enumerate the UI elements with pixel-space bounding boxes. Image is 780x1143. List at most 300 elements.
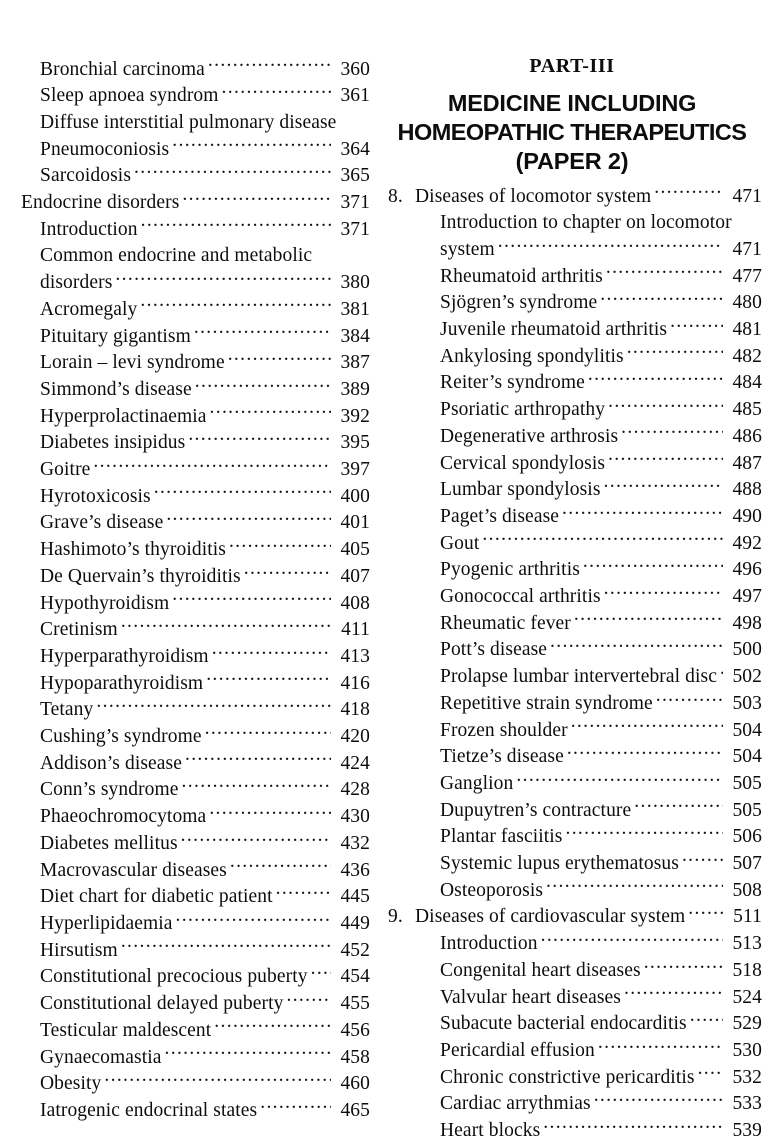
toc-entry[interactable] xyxy=(21,696,370,723)
toc-page-number: 424 xyxy=(340,752,370,774)
toc-entry-title: De Quervain’s thyroiditis xyxy=(40,565,241,587)
toc-entry-title: Cretinism xyxy=(40,619,118,641)
toc-entry-title: Gout xyxy=(440,532,480,554)
toc-entry[interactable] xyxy=(388,583,762,610)
toc-entry-title: Introduction to chapter on locomotor xyxy=(440,212,732,234)
toc-entry-title: Pyogenic arthritis xyxy=(440,559,580,581)
toc-leader-dots xyxy=(498,235,723,255)
toc-leader-dots xyxy=(208,55,331,75)
toc-page-number: 454 xyxy=(340,966,370,988)
toc-right-column xyxy=(385,55,780,1142)
toc-entry[interactable] xyxy=(388,743,762,770)
toc-entry[interactable] xyxy=(388,609,762,636)
toc-page-number: 401 xyxy=(340,512,370,534)
toc-page-number: 500 xyxy=(732,639,762,661)
toc-entry-title: Simmond’s disease xyxy=(40,378,192,400)
toc-page-number: 539 xyxy=(732,1120,762,1142)
toc-page-number: 407 xyxy=(340,565,370,587)
part-title-line-2: HOMEOPATHIC THERAPEUTICS xyxy=(397,119,747,145)
toc-entry[interactable] xyxy=(21,829,370,856)
toc-leader-dots xyxy=(134,162,331,182)
toc-leader-dots xyxy=(571,716,723,736)
toc-entry[interactable] xyxy=(21,1070,370,1097)
toc-leader-dots xyxy=(543,1117,723,1137)
toc-leader-dots xyxy=(656,689,723,709)
toc-page-number: 532 xyxy=(732,1066,762,1088)
toc-page-number: 482 xyxy=(732,345,762,367)
toc-leader-dots xyxy=(166,509,331,529)
toc-entry[interactable] xyxy=(388,209,762,236)
toc-entry[interactable] xyxy=(388,369,762,396)
toc-entry-title: Psoriatic arthropathy xyxy=(440,399,606,421)
toc-leader-dots xyxy=(195,375,331,395)
toc-leader-dots xyxy=(206,669,331,689)
toc-entry-title: Cushing’s syndrome xyxy=(40,726,202,748)
toc-entry-title: Hypoparathyroidism xyxy=(40,672,204,694)
toc-leader-dots xyxy=(182,189,331,209)
toc-entry-title: Diseases of cardiovascular system xyxy=(415,906,686,928)
toc-entry-title: Sjögren’s syndrome xyxy=(440,292,598,314)
toc-leader-dots xyxy=(550,636,723,656)
toc-leader-dots xyxy=(205,723,331,743)
toc-entry-title: Testicular maldescent xyxy=(40,1019,212,1041)
toc-entry[interactable] xyxy=(21,429,370,456)
toc-leader-dots xyxy=(567,743,723,763)
toc-entry-title: Ganglion xyxy=(440,772,514,794)
toc-page-number: 524 xyxy=(732,986,762,1008)
toc-entry-title: Lorain – levi syndrome xyxy=(40,352,225,374)
toc-leader-dots xyxy=(688,903,723,923)
toc-page-number: 533 xyxy=(732,1093,762,1115)
toc-entry-title: Cervical spondylosis xyxy=(440,452,606,474)
toc-leader-dots xyxy=(121,616,331,636)
toc-entry-title: Valvular heart diseases xyxy=(440,986,621,1008)
toc-leader-dots xyxy=(121,936,331,956)
toc-entry-title: Pneumoconiosis xyxy=(40,138,170,160)
toc-entry-title: Gonococcal arthritis xyxy=(440,586,601,608)
toc-entry-title: Pericardial effusion xyxy=(440,1040,595,1061)
toc-entry[interactable] xyxy=(21,749,370,776)
toc-entry-title: Paget’s disease xyxy=(440,505,560,527)
toc-entry[interactable] xyxy=(21,1043,370,1070)
toc-entry[interactable] xyxy=(21,242,370,269)
toc-entry[interactable] xyxy=(388,262,762,289)
toc-entry-title: Prolapse lumbar intervertebral disc xyxy=(440,666,717,688)
toc-leader-dots xyxy=(188,429,331,449)
toc-leader-dots xyxy=(634,796,723,816)
toc-entry-title: Congenital heart diseases xyxy=(440,959,641,981)
toc-leader-dots xyxy=(315,242,370,262)
toc-entry[interactable] xyxy=(388,636,762,663)
toc-entry-title: Hirsutism xyxy=(40,939,118,961)
toc-page-number: 504 xyxy=(732,719,762,741)
toc-leader-dots xyxy=(260,1096,331,1116)
toc-chapter-number: 9. xyxy=(388,906,403,928)
toc-page-number: 411 xyxy=(341,619,370,641)
toc-leader-dots xyxy=(565,823,723,843)
toc-entry[interactable] xyxy=(388,930,762,957)
toc-entry-title: Heart blocks xyxy=(440,1120,541,1142)
toc-entry-title: Acromegaly xyxy=(40,298,138,320)
toc-entry[interactable] xyxy=(388,529,762,556)
toc-entry-title: Subacute bacterial endocarditis xyxy=(440,1013,687,1035)
toc-page-number: 530 xyxy=(732,1040,762,1061)
toc-page-number: 428 xyxy=(340,779,370,801)
toc-entry-title: disorders xyxy=(40,272,113,294)
toc-page-number: 490 xyxy=(732,505,762,527)
toc-entry-title: Conn’s syndrome xyxy=(40,779,179,801)
toc-leader-dots xyxy=(228,349,331,369)
toc-leader-dots xyxy=(154,482,331,502)
toc-page-number: 395 xyxy=(340,432,370,454)
toc-leader-dots xyxy=(588,369,723,389)
toc-leader-dots xyxy=(583,556,723,576)
toc-entry[interactable] xyxy=(21,295,370,322)
toc-page-number: 502 xyxy=(732,666,762,688)
toc-page-number: 486 xyxy=(732,425,762,447)
toc-entry-title: Hashimoto’s thyroiditis xyxy=(40,539,226,561)
toc-page-number: 487 xyxy=(732,452,762,474)
toc-page-number: 529 xyxy=(732,1013,762,1035)
toc-leader-dots xyxy=(141,215,331,235)
toc-leader-dots xyxy=(181,829,331,849)
toc-page-number: 397 xyxy=(340,459,370,481)
toc-page-number: 361 xyxy=(340,85,370,107)
toc-leader-dots xyxy=(104,1070,331,1090)
toc-page-number: 436 xyxy=(340,859,370,881)
toc-entry[interactable] xyxy=(388,983,762,1010)
toc-leader-dots xyxy=(185,749,331,769)
toc-entry-title: Pituitary gigantism xyxy=(40,325,191,347)
toc-page-number: 481 xyxy=(732,319,762,341)
toc-leader-dots xyxy=(276,883,331,903)
part-title-line-3: (PAPER 2) xyxy=(515,148,629,174)
toc-entry-title: Endocrine disorders xyxy=(21,192,180,214)
toc-page-number: 458 xyxy=(340,1046,370,1068)
toc-leader-dots xyxy=(698,1063,723,1083)
toc-page-number: 480 xyxy=(732,292,762,314)
toc-entry[interactable] xyxy=(21,616,370,643)
toc-page-number: 384 xyxy=(340,325,370,347)
toc-leader-dots xyxy=(682,850,723,870)
toc-page-number: 506 xyxy=(732,826,762,848)
toc-entry[interactable] xyxy=(21,349,370,376)
toc-entry[interactable] xyxy=(21,1016,370,1043)
toc-leader-dots xyxy=(194,322,331,342)
toc-entry[interactable] xyxy=(388,796,762,823)
toc-leader-dots xyxy=(212,642,331,662)
toc-entry-title: Rheumatic fever xyxy=(440,612,571,634)
toc-leader-dots xyxy=(608,396,723,416)
toc-entry[interactable] xyxy=(21,55,370,82)
toc-page-number: 416 xyxy=(340,672,370,694)
toc-leader-dots xyxy=(608,449,723,469)
toc-page-number: 508 xyxy=(732,879,762,901)
toc-page-number: 477 xyxy=(732,265,762,287)
toc-entry-title: Hyperlipidaemia xyxy=(40,913,173,934)
toc-entry[interactable] xyxy=(21,402,370,429)
toc-entry[interactable] xyxy=(21,910,370,937)
part-title xyxy=(388,89,756,176)
toc-entry[interactable] xyxy=(388,289,762,316)
toc-page-number: 507 xyxy=(732,853,762,875)
toc-leader-dots xyxy=(176,910,331,930)
toc-page-number: 455 xyxy=(340,993,370,1015)
toc-entry[interactable] xyxy=(388,1063,762,1090)
toc-entry[interactable] xyxy=(388,396,762,423)
toc-page-number: 413 xyxy=(340,645,370,667)
toc-entry-title: Chronic constrictive pericarditis xyxy=(440,1066,695,1088)
toc-entry-title: Diseases of locomotor system xyxy=(415,185,652,207)
toc-entry[interactable] xyxy=(388,956,762,983)
toc-leader-dots xyxy=(720,663,723,683)
toc-entry-title: Sleep apnoea syndrom xyxy=(40,85,219,107)
toc-entry-title: Phaeochromocytoma xyxy=(40,806,207,828)
toc-entry[interactable] xyxy=(21,135,370,162)
toc-entry[interactable] xyxy=(21,456,370,483)
toc-entry-title: Obesity xyxy=(40,1073,102,1095)
toc-entry[interactable] xyxy=(388,823,762,850)
toc-leader-dots xyxy=(230,856,331,876)
toc-entry-title: Goitre xyxy=(40,459,91,481)
toc-chapter-number: 8. xyxy=(388,185,403,207)
toc-page-number: 371 xyxy=(340,218,370,240)
toc-page-number: 364 xyxy=(340,138,370,160)
toc-entry-title: Macrovascular diseases xyxy=(40,859,227,881)
toc-entry[interactable] xyxy=(21,883,370,910)
toc-leader-dots xyxy=(516,769,723,789)
toc-entry[interactable] xyxy=(21,108,370,135)
toc-entry[interactable] xyxy=(388,1010,762,1037)
toc-entry-title: Bronchial carcinoma xyxy=(40,58,205,80)
toc-entry[interactable] xyxy=(388,1117,762,1143)
toc-page-number: 392 xyxy=(340,405,370,427)
toc-entry[interactable] xyxy=(388,1090,762,1117)
toc-entry[interactable] xyxy=(21,562,370,589)
toc-entry-title: Osteoporosis xyxy=(440,879,544,901)
toc-entry-title: Systemic lupus erythematosus xyxy=(440,853,679,875)
toc-entry-title: Hypothyroidism xyxy=(40,592,170,614)
toc-page-number: 460 xyxy=(340,1073,370,1095)
toc-entry-title: Iatrogenic endocrinal states xyxy=(40,1099,258,1121)
toc-leader-dots xyxy=(690,1010,723,1030)
toc-entry[interactable] xyxy=(21,536,370,563)
toc-page-number: 492 xyxy=(732,532,762,554)
toc-leader-dots xyxy=(562,502,723,522)
toc-leader-dots xyxy=(541,930,723,950)
toc-entry-title: Cardiac arrythmias xyxy=(440,1093,591,1115)
toc-right-entry-list xyxy=(388,182,762,1143)
toc-entry-title: Diet chart for diabetic patient xyxy=(40,886,273,908)
toc-entry[interactable] xyxy=(21,723,370,750)
toc-entry[interactable] xyxy=(21,856,370,883)
toc-entry[interactable] xyxy=(388,850,762,877)
toc-page-number: 371 xyxy=(340,192,370,214)
toc-entry-title: Gynaecomastia xyxy=(40,1046,162,1068)
toc-leader-dots xyxy=(96,696,331,716)
toc-entry-title: Lumbar spondylosis xyxy=(440,479,601,501)
toc-entry-title: Reiter’s syndrome xyxy=(440,372,585,394)
toc-entry[interactable] xyxy=(388,449,762,476)
toc-page-number: 511 xyxy=(733,906,762,928)
toc-entry-title: Grave’s disease xyxy=(40,512,164,534)
toc-page-number: 365 xyxy=(340,165,370,187)
toc-leader-dots xyxy=(600,289,723,309)
toc-entry[interactable] xyxy=(21,642,370,669)
toc-leader-dots xyxy=(93,456,331,476)
toc-left-entry-list xyxy=(21,55,370,1123)
toc-entry[interactable] xyxy=(21,215,370,242)
toc-entry[interactable] xyxy=(388,903,762,930)
toc-entry-title: Plantar fasciitis xyxy=(440,826,563,848)
toc-entry[interactable] xyxy=(21,269,370,296)
toc-page-number: 471 xyxy=(732,238,762,260)
toc-page-number: 380 xyxy=(340,272,370,294)
toc-leader-dots xyxy=(214,1016,331,1036)
toc-entry-title: Diabetes mellitus xyxy=(40,832,178,854)
toc-entry[interactable] xyxy=(21,776,370,803)
toc-page-number: 497 xyxy=(732,586,762,608)
toc-leader-dots xyxy=(670,316,723,336)
toc-entry[interactable] xyxy=(388,235,762,262)
toc-leader-dots xyxy=(210,402,332,422)
toc-entry[interactable] xyxy=(21,322,370,349)
toc-entry[interactable] xyxy=(21,936,370,963)
toc-leader-dots xyxy=(654,182,723,202)
toc-entry[interactable] xyxy=(388,316,762,343)
toc-entry[interactable] xyxy=(21,669,370,696)
toc-leader-dots xyxy=(209,803,331,823)
toc-leader-dots xyxy=(735,209,762,229)
toc-leader-dots xyxy=(311,963,331,983)
toc-page-number: 420 xyxy=(340,726,370,748)
toc-entry-title: Juvenile rheumatoid arthritis xyxy=(440,319,668,341)
toc-entry-title: Constitutional precocious puberty xyxy=(40,966,308,988)
toc-entry[interactable] xyxy=(388,769,762,796)
toc-page-number: 513 xyxy=(732,933,762,955)
toc-entry-title: Ankylosing spondylitis xyxy=(440,345,624,367)
toc-entry-title: Diabetes insipidus xyxy=(40,432,186,454)
toc-leader-dots xyxy=(644,956,723,976)
toc-entry-title: Frozen shoulder xyxy=(440,719,568,741)
toc-entry[interactable] xyxy=(21,189,370,216)
toc-entry[interactable] xyxy=(388,876,762,903)
toc-leader-dots xyxy=(140,295,331,315)
toc-entry[interactable] xyxy=(21,509,370,536)
toc-entry-title: Dupuytren’s contracture xyxy=(440,799,632,821)
toc-leader-dots xyxy=(598,1037,723,1057)
toc-entry[interactable] xyxy=(21,963,370,990)
toc-entry[interactable] xyxy=(21,482,370,509)
part-title-line-1: MEDICINE INCLUDING xyxy=(447,90,697,116)
toc-entry[interactable] xyxy=(21,990,370,1017)
toc-leader-dots xyxy=(604,583,723,603)
toc-page-number: 465 xyxy=(340,1099,370,1121)
toc-entry[interactable] xyxy=(388,342,762,369)
toc-entry-title: Tietze’s disease xyxy=(440,746,564,768)
toc-leader-dots xyxy=(222,82,331,102)
toc-page-number: 449 xyxy=(340,913,370,934)
toc-leader-dots xyxy=(165,1043,332,1063)
part-heading xyxy=(388,55,762,176)
toc-page-number: 405 xyxy=(340,539,370,561)
toc-entry[interactable] xyxy=(388,502,762,529)
toc-entry[interactable] xyxy=(21,82,370,109)
toc-leader-dots xyxy=(482,529,723,549)
toc-leader-dots xyxy=(624,983,723,1003)
toc-entry-title: Repetitive strain syndrome xyxy=(440,692,653,714)
toc-page-number: 452 xyxy=(340,939,370,961)
toc-page-number: 432 xyxy=(340,832,370,854)
toc-page-number: 484 xyxy=(732,372,762,394)
toc-leader-dots xyxy=(115,269,331,289)
toc-leader-dots xyxy=(546,876,723,896)
toc-page-number: 408 xyxy=(340,592,370,614)
toc-entry-title: Addison’s disease xyxy=(40,752,182,774)
toc-entry[interactable] xyxy=(388,689,762,716)
toc-entry-title: Introduction xyxy=(440,933,538,955)
toc-entry[interactable] xyxy=(21,375,370,402)
toc-leader-dots xyxy=(606,262,723,282)
toc-page-number: 418 xyxy=(340,699,370,721)
toc-page-number: 456 xyxy=(340,1019,370,1041)
toc-entry[interactable] xyxy=(388,716,762,743)
toc-entry[interactable] xyxy=(388,476,762,503)
toc-leader-dots xyxy=(172,135,331,155)
toc-page-number: 400 xyxy=(340,485,370,507)
toc-page-number: 485 xyxy=(732,399,762,421)
toc-entry-title: Hyperprolactinaemia xyxy=(40,405,207,427)
toc-page-number: 504 xyxy=(732,746,762,768)
toc-entry[interactable] xyxy=(21,1096,370,1123)
toc-leader-dots xyxy=(244,562,331,582)
part-label: PART-III xyxy=(529,55,615,77)
toc-page-number: 505 xyxy=(732,772,762,794)
toc-entry-title: Introduction xyxy=(40,218,138,240)
toc-page-number: 360 xyxy=(340,58,370,80)
toc-entry-title: Hyperparathyroidism xyxy=(40,645,209,667)
toc-entry[interactable] xyxy=(388,422,762,449)
toc-entry-title: Constitutional delayed puberty xyxy=(40,993,284,1015)
toc-leader-dots xyxy=(574,609,723,629)
toc-page-number: 496 xyxy=(732,559,762,581)
toc-entry[interactable] xyxy=(21,589,370,616)
toc-entry-title: Pott’s disease xyxy=(440,639,548,661)
toc-entry-title: Rheumatoid arthritis xyxy=(440,265,603,287)
toc-left-column xyxy=(0,55,385,1121)
toc-page-number: 471 xyxy=(732,185,762,207)
toc-entry[interactable] xyxy=(388,556,762,583)
toc-entry[interactable] xyxy=(21,162,370,189)
toc-entry[interactable] xyxy=(388,663,762,690)
toc-entry-title: Common endocrine and metabolic xyxy=(40,245,313,267)
toc-entry-title: Hyrotoxicosis xyxy=(40,485,151,507)
toc-leader-dots xyxy=(627,342,723,362)
toc-leader-dots xyxy=(339,108,370,128)
toc-entry-title: system xyxy=(440,238,495,260)
toc-page-number: 445 xyxy=(340,886,370,908)
toc-page-number: 387 xyxy=(340,352,370,374)
toc-entry[interactable] xyxy=(388,1037,762,1064)
toc-page-number: 498 xyxy=(732,612,762,634)
toc-entry-title: Diffuse interstitial pulmonary disease xyxy=(40,111,337,133)
toc-entry[interactable] xyxy=(21,803,370,830)
toc-leader-dots xyxy=(172,589,331,609)
toc-entry[interactable] xyxy=(388,182,762,209)
toc-leader-dots xyxy=(286,990,331,1010)
toc-page-number: 381 xyxy=(340,298,370,320)
toc-page-number: 503 xyxy=(732,692,762,714)
